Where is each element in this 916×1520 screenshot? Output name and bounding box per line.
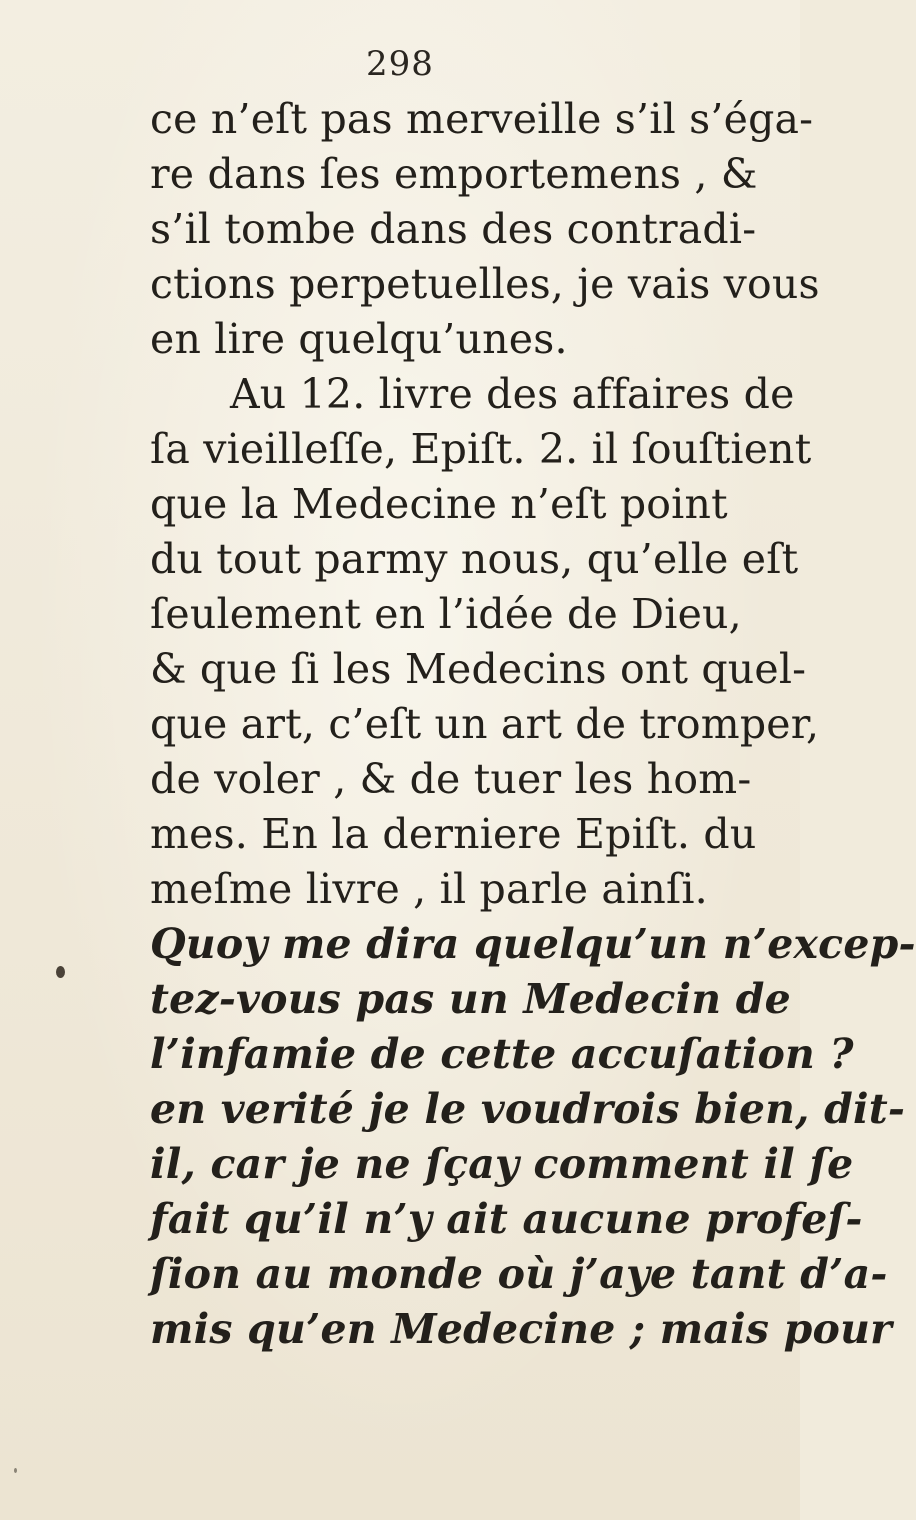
text-line: re dans ſes emportemens , & — [150, 150, 758, 198]
text-line: ſa vieilleſſe, Epiſt. 2. il ſouſtient — [150, 425, 812, 473]
text-line: de voler , & de tuer les hom- — [150, 755, 752, 803]
text-line: que la Medecine n’eſt point — [150, 480, 728, 528]
quoted-line: il, car je ne ſçay comment il ſe — [150, 1140, 854, 1188]
quoted-line: en verité je le voudrois bien, dit- — [150, 1085, 906, 1133]
text-line: du tout parmy nous, qu’elle eſt — [150, 535, 799, 583]
text-line: ſeulement en l’idée de Dieu, — [150, 590, 742, 638]
text-line: s’il tombe dans des contradi- — [150, 205, 757, 253]
quoted-line: mis qu’en Medecine ; mais pour — [150, 1305, 892, 1353]
body-text — [150, 92, 916, 1357]
text-line: ctions perpetuelles, je vais vous — [150, 260, 820, 308]
quoted-line: tez-vous pas un Medecin de — [150, 975, 791, 1023]
text-line: que art, c’eſt un art de tromper, — [150, 700, 820, 748]
page-number: 298 — [366, 44, 434, 84]
ink-speck — [14, 1468, 17, 1473]
quoted-line: ſion au monde où j’aye tant d’a- — [150, 1250, 888, 1298]
quoted-line: l’infamie de cette accuſation ? — [150, 1030, 854, 1078]
paragraph-start-line: Au 12. livre des affaires de — [230, 370, 795, 418]
text-line: mes. En la derniere Epiſt. du — [150, 810, 757, 858]
text-line: ce n’eſt pas merveille s’il s’éga- — [150, 95, 814, 143]
quoted-line: fait qu’il n’y ait aucune profeſ- — [150, 1195, 863, 1243]
quoted-line: Quoy me dira quelqu’un n’excep- — [150, 920, 916, 968]
text-line: & que ſi les Medecins ont quel- — [150, 645, 807, 693]
ink-speck — [56, 966, 65, 978]
text-line: meſme livre , il parle ainſi. — [150, 865, 708, 913]
text-line: en lire quelqu’unes. — [150, 315, 568, 363]
